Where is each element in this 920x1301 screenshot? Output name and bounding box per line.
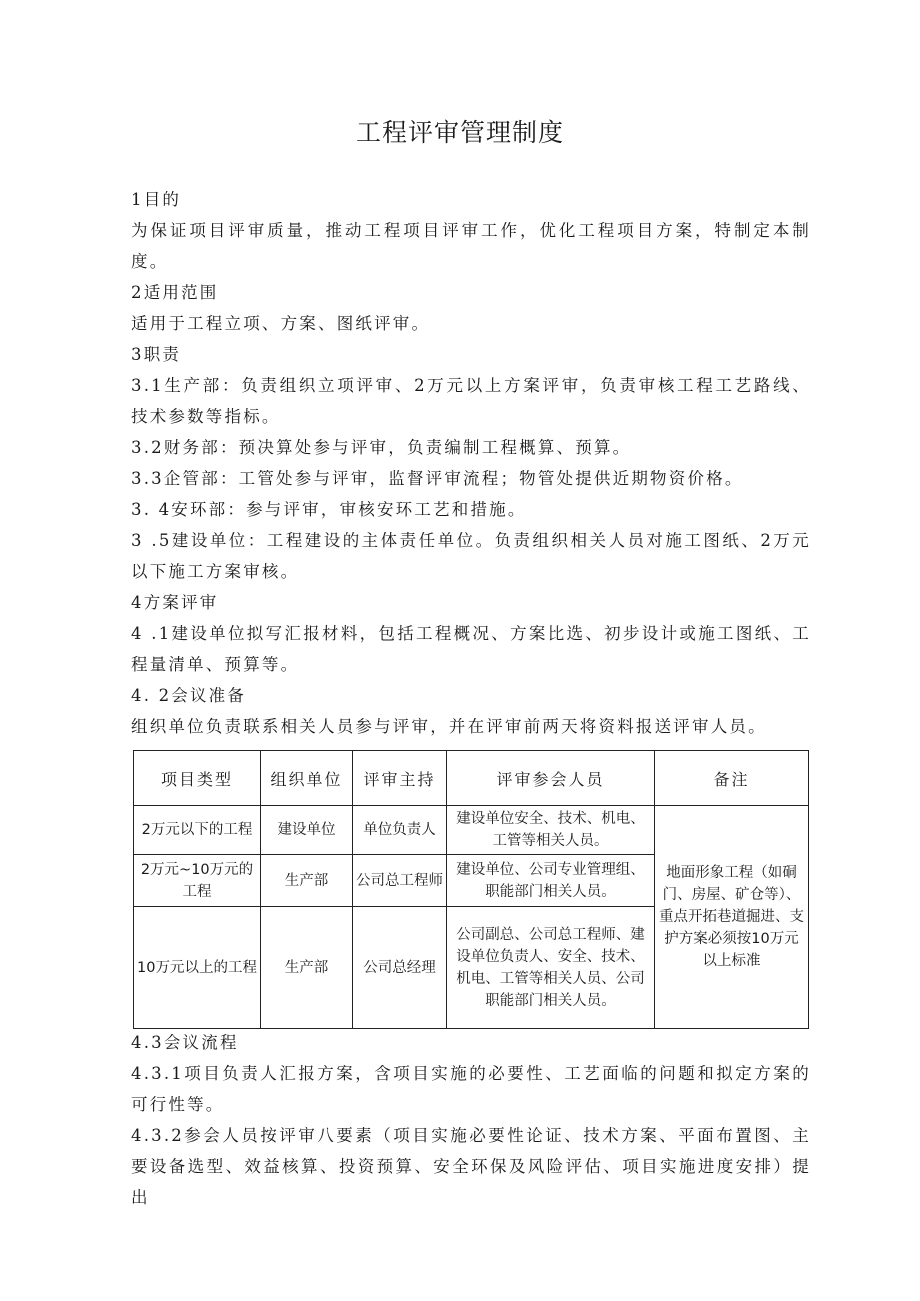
cell-host: 公司总工程师 <box>353 855 447 907</box>
cell-host: 单位负责人 <box>353 806 447 855</box>
paragraph: 4.3.2参会人员按评审八要素（项目实施必要性论证、技术方案、平面布置图、主要设备选型、效益核算、投资预算、安全环保及风险评估、项目实施进度安排）提出 <box>131 1126 811 1207</box>
paragraph: 3.3企管部：工管处参与评审，监督评审流程；物管处提供近期物资价格。 <box>131 469 744 488</box>
cell-org-unit: 生产部 <box>261 907 353 1029</box>
paragraph: 适用于工程立项、方案、图纸评审。 <box>131 314 431 333</box>
paragraph: 为保证项目评审质量，推动工程项目评审工作，优化工程项目方案，特制定本制度。 <box>131 221 811 271</box>
document-body <box>131 184 811 742</box>
heading-meeting-prep: 4. 2会议准备 <box>131 686 247 705</box>
review-table <box>133 750 809 1029</box>
cell-project-type: 2万元~10万元的工程 <box>134 855 261 907</box>
header-host: 评审主持 <box>353 751 447 806</box>
heading-meeting-flow: 4.3会议流程 <box>131 1033 239 1052</box>
cell-project-type: 10万元以上的工程 <box>134 907 261 1029</box>
heading-scope: 2适用范围 <box>131 283 219 302</box>
cell-project-type: 2万元以下的工程 <box>134 806 261 855</box>
cell-members: 公司副总、公司总工程师、建设单位负责人、安全、技术、机电、工管等相关人员、公司职能部门相关人员。 <box>447 907 655 1029</box>
header-project-type: 项目类型 <box>134 751 261 806</box>
paragraph: 4.3.1项目负责人汇报方案，含项目实施的必要性、工艺面临的问题和拟定方案的可行性等。 <box>131 1064 811 1114</box>
document-body-continued <box>131 1027 811 1213</box>
cell-org-unit: 建设单位 <box>261 806 353 855</box>
paragraph: 3 .5建设单位：工程建设的主体责任单位。负责组织相关人员对施工图纸、2万元以下施工方案审核。 <box>131 531 811 581</box>
cell-remark: 地面形象工程（如硐门、房屋、矿仓等）、重点开拓巷道掘进、支护方案必须按10万元以上标准 <box>655 806 809 1029</box>
paragraph: 3. 4安环部：参与评审，审核安环工艺和措施。 <box>131 500 527 519</box>
heading-plan-review: 4方案评审 <box>131 593 219 612</box>
cell-org-unit: 生产部 <box>261 855 353 907</box>
heading-purpose: 1目的 <box>131 190 182 209</box>
table-header-row <box>134 751 809 806</box>
document-title: 工程评审管理制度 <box>355 118 564 147</box>
cell-host: 公司总经理 <box>353 907 447 1029</box>
cell-members: 建设单位、公司专业管理组、职能部门相关人员。 <box>447 855 655 907</box>
heading-duties: 3职责 <box>131 345 182 364</box>
paragraph: 3.1生产部：负责组织立项评审、2万元以上方案评审，负责审核工程工艺路线、技术参数等指标。 <box>131 376 811 426</box>
paragraph: 3.2财务部：预决算处参与评审，负责编制工程概算、预算。 <box>131 438 632 457</box>
table-row <box>134 806 809 855</box>
cell-members: 建设单位安全、技术、机电、工管等相关人员。 <box>447 806 655 855</box>
paragraph: 4 .1建设单位拟写汇报材料，包括工程概况、方案比选、初步设计或施工图纸、工程量清单、预算等。 <box>131 624 811 674</box>
paragraph: 组织单位负责联系相关人员参与评审，并在评审前两天将资料报送评审人员。 <box>131 717 767 736</box>
header-members: 评审参会人员 <box>447 751 655 806</box>
header-org-unit: 组织单位 <box>261 751 353 806</box>
header-remark: 备注 <box>655 751 809 806</box>
